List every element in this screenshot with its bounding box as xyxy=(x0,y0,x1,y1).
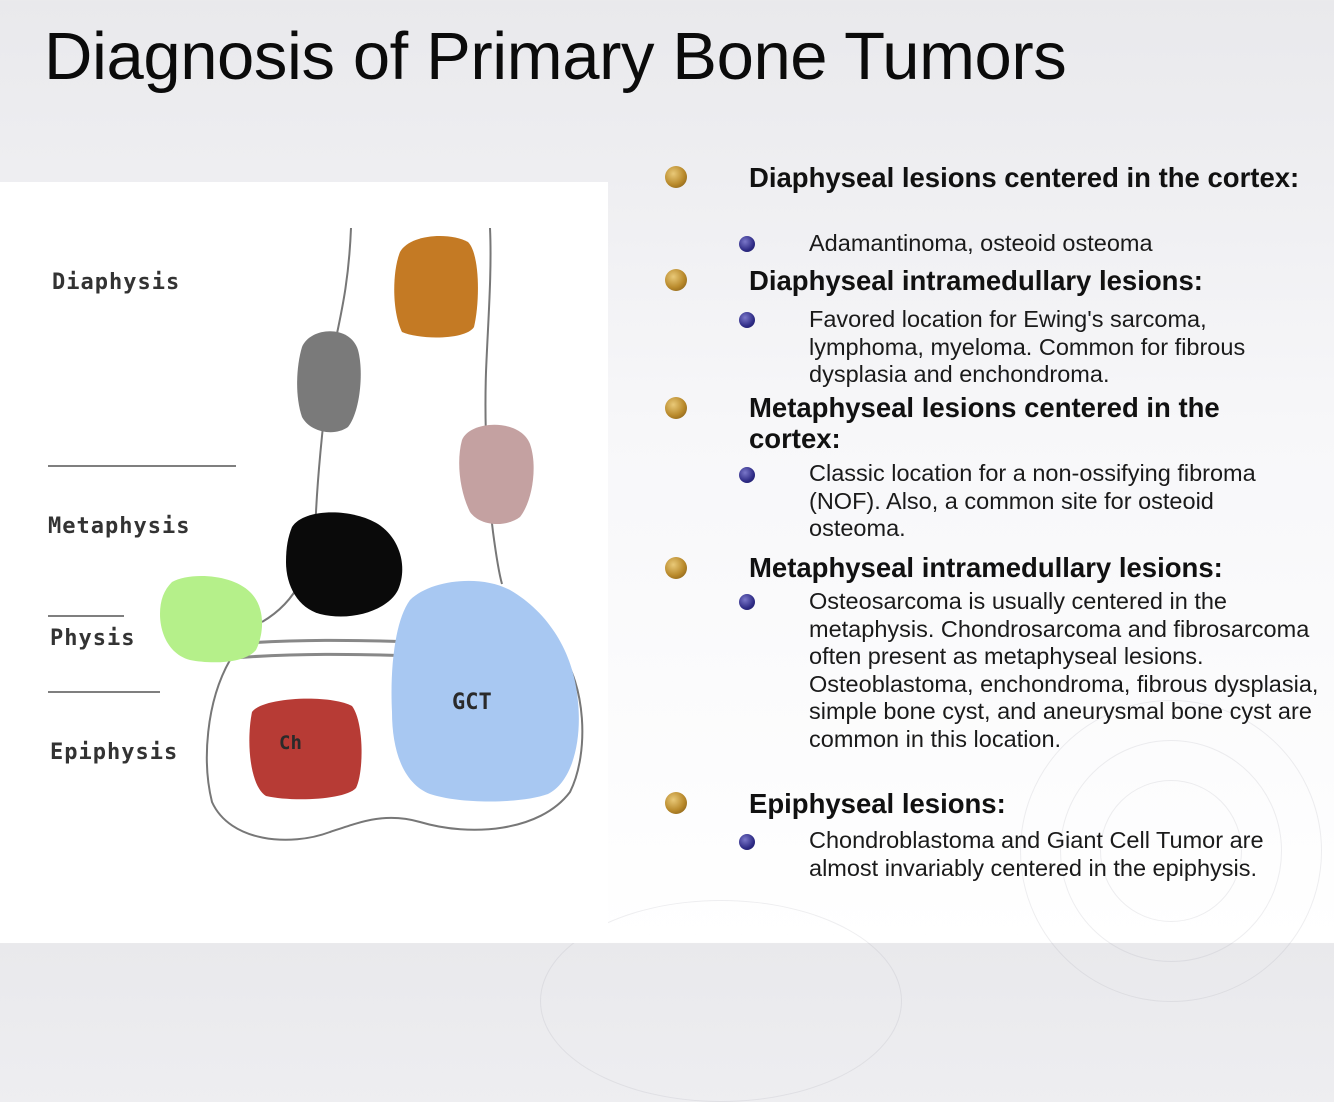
list-item-metaphyseal-intramedullary: Osteosarcoma is usually centered in the metaphysis. Chondrosarcoma and fibrosarcoma often present as metaphyseal lesions. Osteoblastoma, enchondroma, fibrous dysplasia, simple bone cyst, and aneurysmal bone cyst are common in this location. xyxy=(809,588,1319,752)
region-label-epiphysis: Epiphysis xyxy=(50,740,179,765)
metaphyseal-cortex-lesion xyxy=(459,425,533,524)
bone-diagram xyxy=(0,182,608,943)
list-heading-diaphyseal-cortex: Diaphyseal lesions centered in the cortex: xyxy=(749,162,1300,193)
diaphyseal-intramedullary-lesion xyxy=(297,331,361,432)
list-heading-metaphyseal-cortex: Metaphyseal lesions centered in the cortex: xyxy=(749,392,1220,454)
physis-green-lesion xyxy=(160,576,262,662)
giant-cell-tumor-label: GCT xyxy=(452,690,492,715)
metaphyseal-intramedullary-lesion xyxy=(286,512,402,616)
list-heading-epiphyseal: Epiphyseal lesions: xyxy=(749,788,1006,819)
bone-outline-svg xyxy=(0,182,608,943)
region-label-physis: Physis xyxy=(50,626,136,651)
page-title: Diagnosis of Primary Bone Tumors xyxy=(44,19,1067,94)
bone-right-cortex xyxy=(485,228,502,584)
physis-plate xyxy=(232,640,420,658)
level2-bullet-icon xyxy=(739,236,755,252)
level1-bullet-icon xyxy=(665,557,687,579)
chondroblastoma-lesion xyxy=(249,699,361,800)
adamantinoma-lesion xyxy=(394,236,478,337)
level1-bullet-icon xyxy=(665,397,687,419)
chondroblastoma-label: Ch xyxy=(279,732,302,754)
region-label-metaphysis: Metaphysis xyxy=(48,514,191,539)
level2-bullet-icon xyxy=(739,312,755,328)
level1-bullet-icon xyxy=(665,166,687,188)
list-item-diaphyseal-cortex: Adamantinoma, osteoid osteoma xyxy=(809,230,1153,256)
list-heading-diaphyseal-intramedullary: Diaphyseal intramedullary lesions: xyxy=(749,265,1203,296)
level1-bullet-icon xyxy=(665,792,687,814)
level2-bullet-icon xyxy=(739,467,755,483)
list-item-epiphyseal: Chondroblastoma and Giant Cell Tumor are almost invariably centered in the epiphysis. xyxy=(809,827,1264,881)
level2-bullet-icon xyxy=(739,594,755,610)
region-label-diaphysis: Diaphysis xyxy=(52,270,181,295)
list-item-metaphyseal-cortex: Classic location for a non-ossifying fibroma (NOF). Also, a common site for osteoid osteoma. xyxy=(809,460,1256,541)
level2-bullet-icon xyxy=(739,834,755,850)
list-heading-metaphyseal-intramedullary: Metaphyseal intramedullary lesions: xyxy=(749,552,1223,583)
list-item-diaphyseal-intramedullary: Favored location for Ewing's sarcoma, lymphoma, myeloma. Common for fibrous dysplasia and enchondroma. xyxy=(809,306,1246,387)
level1-bullet-icon xyxy=(665,269,687,291)
